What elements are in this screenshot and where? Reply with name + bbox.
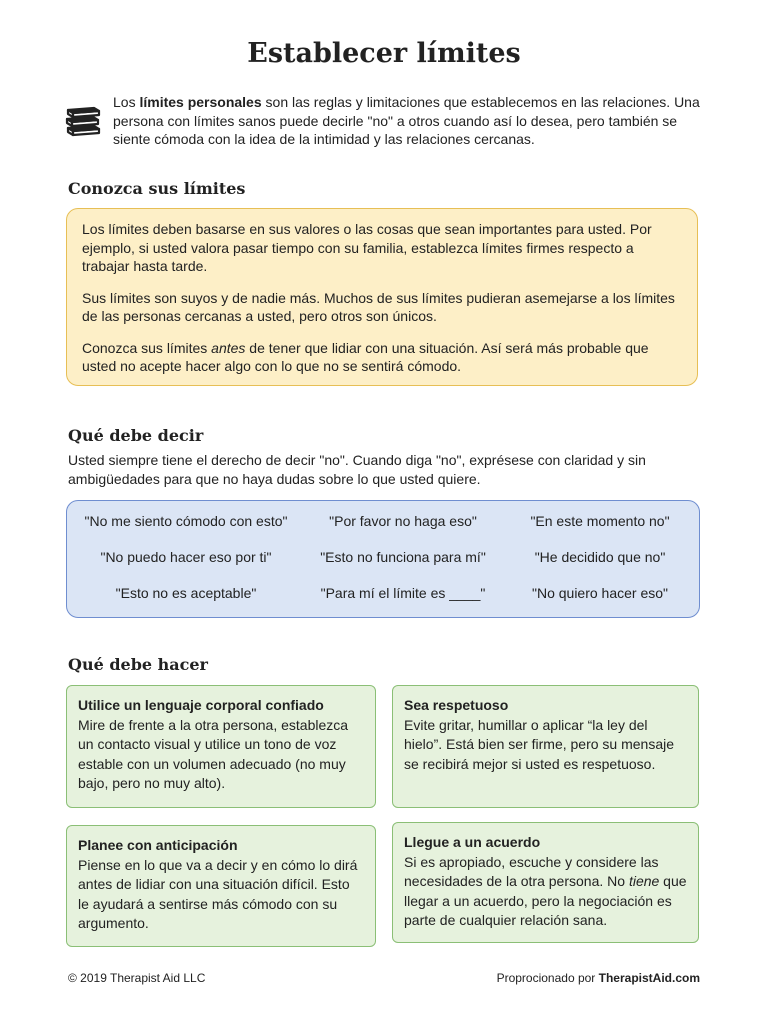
phrase: "Esto no funciona para mí" xyxy=(320,549,486,565)
card-body: Mire de frente a la otra persona, establezca un contacto visual y utilice un tono de voz estable con un volumen adecuado (no muy bajo, pero no muy alto). xyxy=(78,716,349,791)
intro-section xyxy=(62,93,712,149)
say-description: Usted siempre tiene el derecho de decir "no". Cuando diga "no", exprésese con claridad y sin ambigüedades para que no haya dudas sobre lo que usted quiere. xyxy=(68,452,646,487)
card-title: Llegue a un acuerdo xyxy=(404,834,541,850)
card-title: Planee con anticipación xyxy=(78,837,238,853)
card-body: Piense en lo que va a decir y en cómo lo dirá antes de lidiar con una situación difícil. Esto le ayudará a sentirse más cómodo con su argumento. xyxy=(78,856,358,931)
phrase: "No puedo hacer eso por ti" xyxy=(100,549,272,565)
phrase: "Esto no es aceptable" xyxy=(115,585,257,601)
card-body: Si es apropiado, escuche y considere las necesidades de la otra persona. No tiene que llegar a un acuerdo, pero la negociación es parte de cualquier relación sana. xyxy=(404,853,687,928)
copyright: © 2019 Therapist Aid LLC xyxy=(68,971,206,985)
card-body: Evite gritar, humillar o aplicar “la ley del hielo”. Está bien ser firme, pero su mensaje se recibirá mejor si usted es respetuoso. xyxy=(404,716,675,772)
intro-text: Los límites personales son las reglas y limitaciones que establecemos en las relaciones. Una persona con límites sanos puede decirle "no" a otros cuando así lo desea, pero también se siente cómoda con la idea de la intimidad y las relaciones cercanas. xyxy=(113,94,700,147)
do-heading: Qué debe hacer xyxy=(68,655,208,674)
know-paragraph-1: Los límites deben basarse en sus valores o las cosas que sean importantes para usted. Por ejemplo, si usted valora pasar tiempo con su familia, establezca límites firmes respecto a trabajar hasta tarde. xyxy=(82,221,652,274)
know-heading: Conozca sus límites xyxy=(68,179,246,198)
brand-link[interactable]: TherapistAid.com xyxy=(598,971,700,985)
provided-by: Proprocionado por TherapistAid.com xyxy=(496,971,700,985)
tip-card-body-language xyxy=(66,685,376,808)
phrase: "No quiero hacer eso" xyxy=(531,585,668,601)
phrase: "En este momento no" xyxy=(530,513,670,529)
know-paragraph-2: Sus límites son suyos y de nadie más. Muchos de sus límites pudieran asemejarse a los límites de las personas cercanas a usted, pero otros son únicos. xyxy=(82,289,675,324)
tip-card-plan-ahead xyxy=(66,825,376,947)
intro-bold-term: límites personales xyxy=(139,94,262,110)
phrase: "Para mí el límite es ____" xyxy=(320,585,486,601)
phrases-box xyxy=(66,500,700,618)
phrase: "He decidido que no" xyxy=(534,549,666,565)
page-title: Establecer límites xyxy=(247,38,521,69)
phrase: "No me siento cómodo con esto" xyxy=(84,513,288,529)
know-box xyxy=(66,208,698,386)
phrase: "Por favor no haga eso" xyxy=(329,513,477,529)
card-title: Utilice un lenguaje corporal confiado xyxy=(78,697,324,713)
books-stack-icon xyxy=(64,105,102,137)
tip-card-respectful xyxy=(392,685,699,808)
know-paragraph-3: Conozca sus límites antes de tener que lidiar con una situación. Así será más probable que usted no acepte hacer algo con lo que no se sentirá cómodo. xyxy=(82,339,649,374)
say-heading: Qué debe decir xyxy=(68,426,204,445)
card-title: Sea respetuoso xyxy=(404,697,509,713)
tip-card-compromise xyxy=(392,822,699,943)
